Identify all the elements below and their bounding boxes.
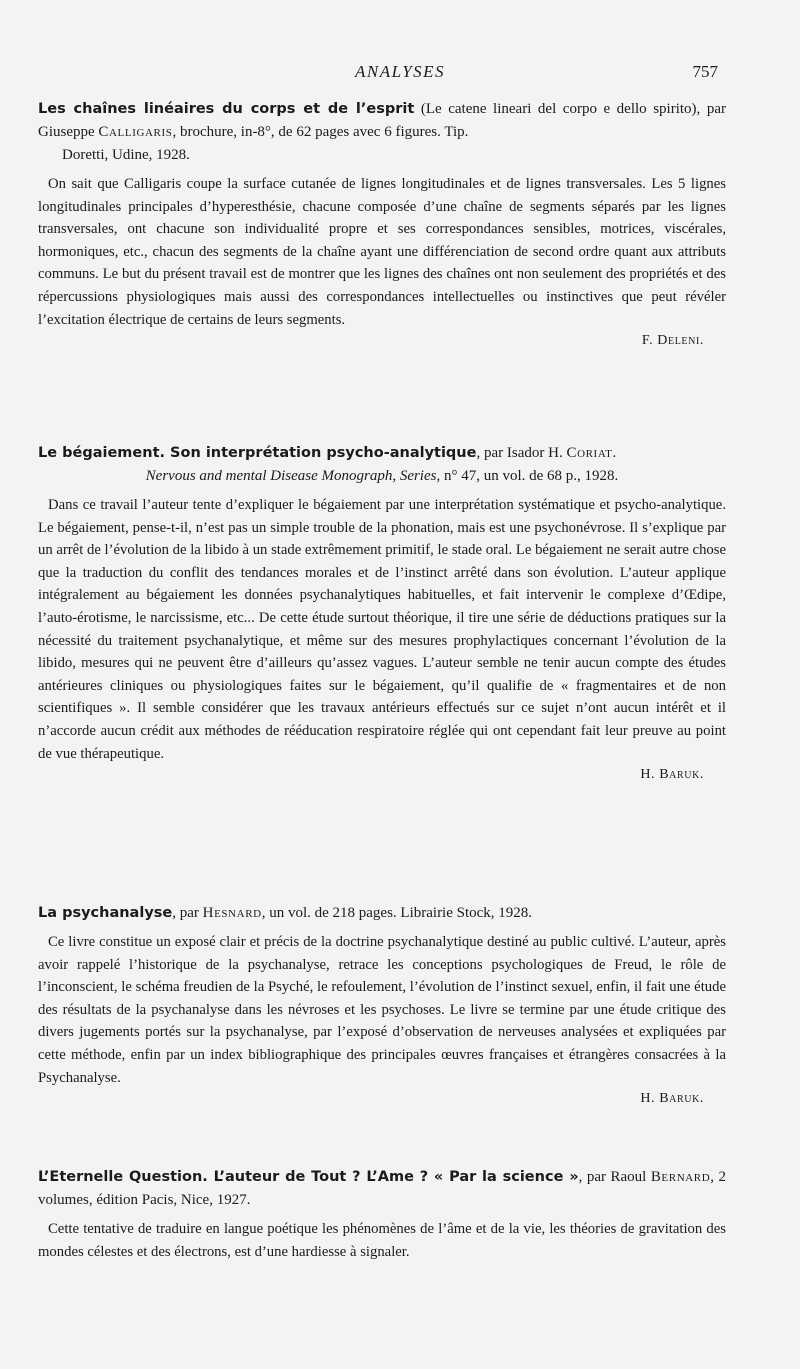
review-author: Calligaris [98, 124, 173, 140]
review-author: Bernard [650, 1169, 711, 1185]
review-body: Ce livre constitue un exposé clair et précis de la doctrine psychanalytique destiné au public cultivé. L’auteur, après avoir rappelé l’historique de la psychanalyse, retrace les conceptions psychologiques de Freud, le rôle de l’inconscient, le schéma freudien de la Psyché, le refoulement, l’évolution de l’instinct sexuel, enfin, il fait une étude des résultats de la psychanalyse dans les névroses et les psychoses. Le livre se termine par une étude critique des divers jugements portés sur la psychanalyse, par l’exposé d’observation de nerveuses analysées et expliquées par cette méthode, enfin par un index bibliographique des principales œuvres françaises et étrangères consacrées à la Psychanalyse. [38, 934, 726, 1086]
review-body: Dans ce travail l’auteur tente d’expliquer le bégaiement par une interprétation systématique et psycho-analytique. Le bégaiement, pense-t-il, n’est pas un simple trouble de la phonation, mais est une psychonévrose. Il s’explique par un arrêt de l’évolution de la libido à un stade extrêmement primitif, le stade oral. Le bégaiement ne serait autre chose que la traduction du conflit des tendances morales et de l’instinct arrêté dans son évolution. L’auteur applique intégralement au bégaiement les données psychanalytiques habituelles, et fait intervenir le complexe d’Œdipe, l’auto-érotisme, le narcissisme, etc... De cette étude surtout théorique, il tire une série de déductions pratiques sur la nécessité du traitement psychanalytique, et même sur des mesures prophylactiques concernant l’évolution de la libido, mesures qui ne peuvent être d’ailleurs qu’assez vagues. L’auteur semble ne tenir aucun compte des études antérieures cliniques ou physiologiques faites sur le bégaiement, qu’il qualifie de « fragmentaires et de non scientifiques ». Il semble considérer que les travaux antérieurs effectués sur ce sujet n’ont aucun intérêt et il n’accorde aucun crédit aux méthodes de rééducation respiratoire réglée qui ont cependant fait leur preuve au point de vue thérapeutique. [38, 497, 726, 762]
review-signature: F. Deleni. [641, 333, 704, 349]
review-signature: H. Baruk. [640, 1091, 704, 1107]
review-details: , par Raoul [578, 1169, 651, 1185]
review-author: Coriat [566, 445, 613, 461]
review-calligaris [38, 98, 726, 349]
review-details-tail: . [612, 445, 617, 461]
review-title: L’Eternelle Question. L’auteur de Tout ? L’Ame ? « Par la science » [38, 1169, 579, 1185]
review-details-tail: , un vol. de 218 pages. Librairie Stock, 1928. [261, 905, 533, 921]
review-details: , par [172, 905, 203, 921]
section-title: ANALYSES [354, 62, 446, 81]
review-body: On sait que Calligaris coupe la surface cutanée de lignes longitudinales et de lignes transversales. Les 5 lignes longitudinales principales d’hyperesthésie, chacune composée d’une chaîne de segments séparés par les lignes transversales, ont chacune son individualité propre et ses correspondances sensibles, motrices, viscérales, hormoniques, etc., chacun des segments de la chaîne ayant une différenciation de second ordre quant aux attributs communs. Le but du présent travail est de montrer que les lignes des chaînes ont non seulement des propriétés et des répercussions physiologiques mais aussi des correspondances intellectuelles ou instinctives que peut révéler l’excitation électrique de certains de leurs segments. [38, 176, 726, 328]
review-author: Hesnard [202, 905, 262, 921]
page-number: 757 [692, 62, 718, 81]
review-details: (Le catene lineari del corpo e dello spirito), par Giuseppe [38, 101, 726, 140]
review-heading [38, 902, 726, 925]
review-source-details: n° 47, un vol. de 68 p., 1928. [440, 468, 619, 484]
review-body: Cette tentative de traduire en langue poétique les phénomènes de l’âme et de la vie, les théories de gravitation des mondes célestes et des électrons, est d’une hardiesse à signaler. [38, 1221, 726, 1260]
review-bernard [38, 1166, 726, 1263]
review-title: Le bégaiement. Son interprétation psycho-analytique [38, 445, 477, 461]
running-head [0, 62, 800, 86]
review-publisher: Doretti, Udine, 1928. [62, 147, 190, 163]
review-hesnard [38, 902, 726, 1107]
review-title: Les chaînes linéaires du corps et de l’esprit [38, 101, 415, 117]
review-source: Nervous and mental Disease Monograph, Series, [145, 468, 441, 484]
review-title: La psychanalyse [38, 905, 173, 921]
review-details: , par Isador H. [476, 445, 567, 461]
review-details-tail: , 2 volumes, édition Pacis, Nice, 1927. [38, 1169, 727, 1208]
review-signature: H. Baruk. [640, 767, 704, 783]
review-heading [38, 442, 726, 488]
review-heading [38, 98, 726, 167]
review-source-line [38, 465, 726, 488]
review-heading [38, 1166, 726, 1212]
review-coriat [38, 442, 726, 783]
review-details-tail: , brochure, in-8°, de 62 pages avec 6 figures. Tip. [172, 124, 469, 140]
